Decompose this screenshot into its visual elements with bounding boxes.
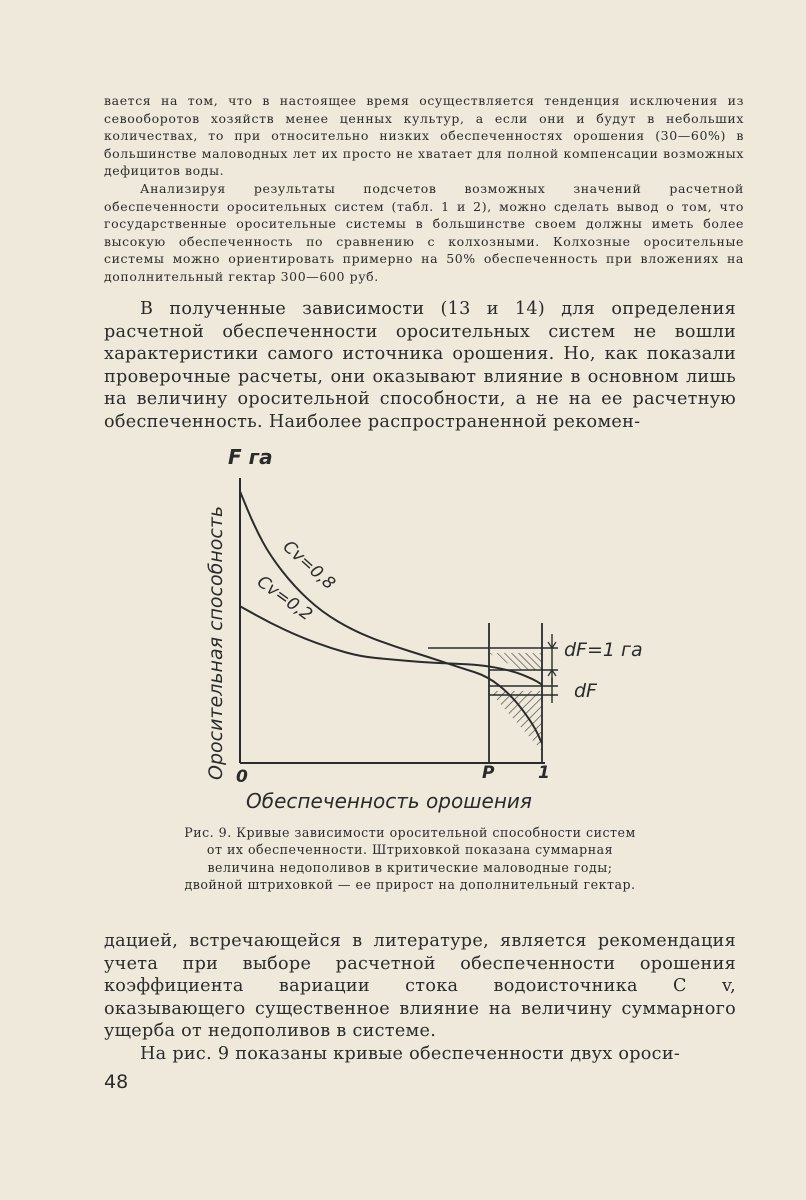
main-paragraph-3: На рис. 9 показаны кривые обеспеченности двух ороси- (140, 1043, 681, 1064)
main-paragraph-1: В полученные зависимости (13 и 14) для определения расчетной обеспеченности оросительных систем не вошли характеристики самого источника орошения. Но, как показали проверочные расчеты, они оказывают влияние в основном лишь на величину оросительной способности, а не на ее расчетную обеспеченность. Наиболее распространенной рекомен- (104, 299, 736, 432)
curve-cv-0-8 (240, 491, 542, 743)
main-text-block-1 (104, 298, 736, 434)
figure-9-chart (190, 438, 670, 818)
small-print-block (104, 92, 744, 286)
x-tick-1: 1 (538, 763, 550, 783)
top-paragraph-1: вается на том, что в настоящее время осуществляется тенденция исключения из севооборотов хозяйств менее ценных культур, а если они и будут в небольших количествах, то при относительно низких обеспеченностях орошения (30—60%) в большинстве маловодных лет их просто не хватает для полной компенсации возможных дефицитов воды. (104, 93, 744, 179)
dim-upper-label: dF=1 га (564, 639, 643, 661)
y-axis-unit: F га (228, 445, 273, 469)
dim-lower-label: dF (574, 680, 597, 702)
curve-low-label: Cv=0,2 (253, 571, 316, 626)
main-text-block-2 (104, 930, 736, 1066)
top-paragraph-2: Анализируя результаты подсчетов возможных значений расчетной обеспеченности оросительных систем (табл. 1 и 2), можно сделать вывод о том, что государственные оросительные системы в большинстве своем должны иметь более высокую обеспеченность по сравнению с колхозными. Колхозные оросительные системы можно ориентировать примерно на 50% обеспеченность при вложениях на дополнительный гектар 300—600 руб. (104, 180, 744, 284)
page-number: 48 (104, 1071, 129, 1093)
x-tick-p: P (482, 763, 495, 783)
main-paragraph-2: дацией, встречающейся в литературе, является рекомендация учета при выборе расчетной обеспеченности орошения коэффициента вариации стока водоисточника C v, оказывающего существенное влияние на величину суммарного ущерба от недополивов в системе. (104, 931, 736, 1042)
x-axis-label: Обеспеченность орошения (246, 789, 532, 813)
x-tick-0: 0 (236, 767, 248, 787)
curve-high-label: Cv=0,8 (278, 536, 340, 595)
y-axis-label: Оросительная способность (205, 505, 227, 780)
figure-caption: Рис. 9. Кривые зависимости оросительной способности систем от их обеспеченности. Штриховкой показана суммарная величина недополивов в критические маловодные годы; двойной штриховкой — ее прирост на дополнительный гектар. (184, 825, 636, 893)
